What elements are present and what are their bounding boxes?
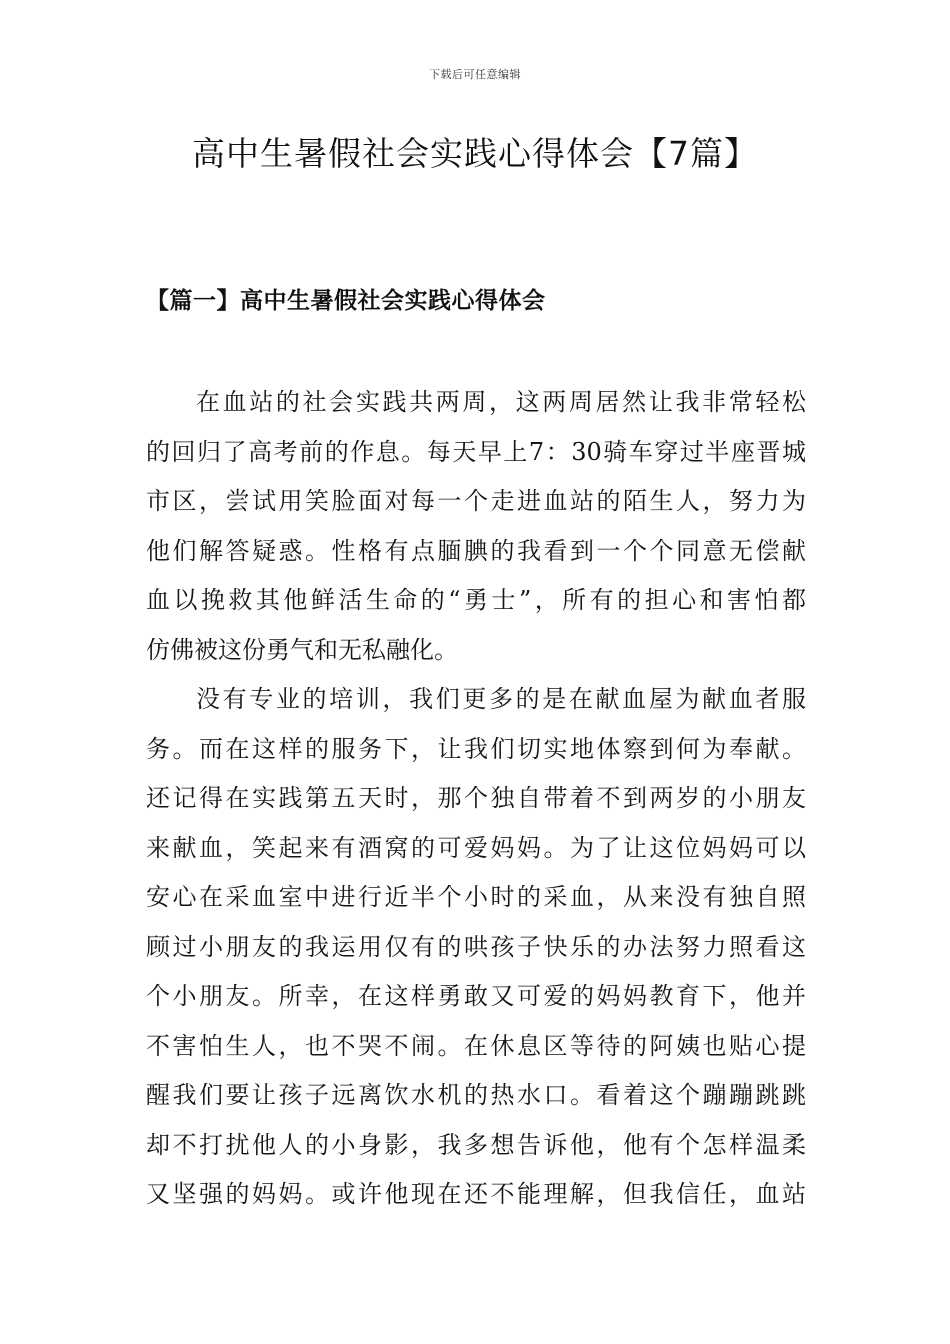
paragraph-2-line: 不害怕生人，也不哭不闹。在休息区等待的阿姨也贴心提 [146,1031,806,1060]
paragraph-2-line: 没有专业的培训，我们更多的是在献血屋为献血者服 [196,685,806,713]
paragraph-2-line: 个小朋友。所幸，在这样勇敢又可爱的妈妈教育下，他并 [146,982,806,1010]
paragraph-1-line: 的回归了高考前的作息。每天早上7：30骑车穿过半座晋城 [146,437,806,466]
paragraph-2-line: 醒我们要让孩子远离饮水机的热水口。看着这个蹦蹦跳跳 [146,1081,806,1109]
paragraph-1-line: 血以挽救其他鲜活生命的“勇士”，所有的担心和害怕都 [146,586,806,614]
paragraph-2-line: 又坚强的妈妈。或许他现在还不能理解，但我信任，血站 [146,1180,806,1208]
body-text [146,378,806,1220]
paragraph-1-line: 仿佛被这份勇气和无私融化。 [146,635,458,664]
paragraph-2-line: 务。而在这样的服务下，让我们切实地体察到何为奉献。 [146,734,806,763]
paragraph-1-line: 市区，尝试用笑脸面对每一个走进血站的陌生人，努力为 [146,487,806,515]
paragraph-2-line: 安心在采血室中进行近半个小时的采血，从来没有独自照 [146,883,806,911]
paragraph-1-line: 在血站的社会实践共两周，这两周居然让我非常轻松 [196,388,806,416]
paragraph-2-line: 却不打扰他人的小身影，我多想告诉他，他有个怎样温柔 [146,1130,806,1159]
header-note: 下载后可任意编辑 [429,68,521,81]
paragraph-1-line: 他们解答疑惑。性格有点腼腆的我看到一个个同意无偿献 [146,536,806,565]
paragraph-2-line: 还记得在实践第五天时，那个独自带着不到两岁的小朋友 [146,784,806,812]
document-title: 高中生暑假社会实践心得体会【7篇】 [192,134,758,173]
paragraph-2-line: 来献血，笑起来有酒窝的可爱妈妈。为了让这位妈妈可以 [146,833,806,862]
paragraph-2-line: 顾过小朋友的我运用仅有的哄孩子快乐的办法努力照看这 [146,932,806,961]
section-heading: 【篇一】高中生暑假社会实践心得体会 [146,287,546,314]
